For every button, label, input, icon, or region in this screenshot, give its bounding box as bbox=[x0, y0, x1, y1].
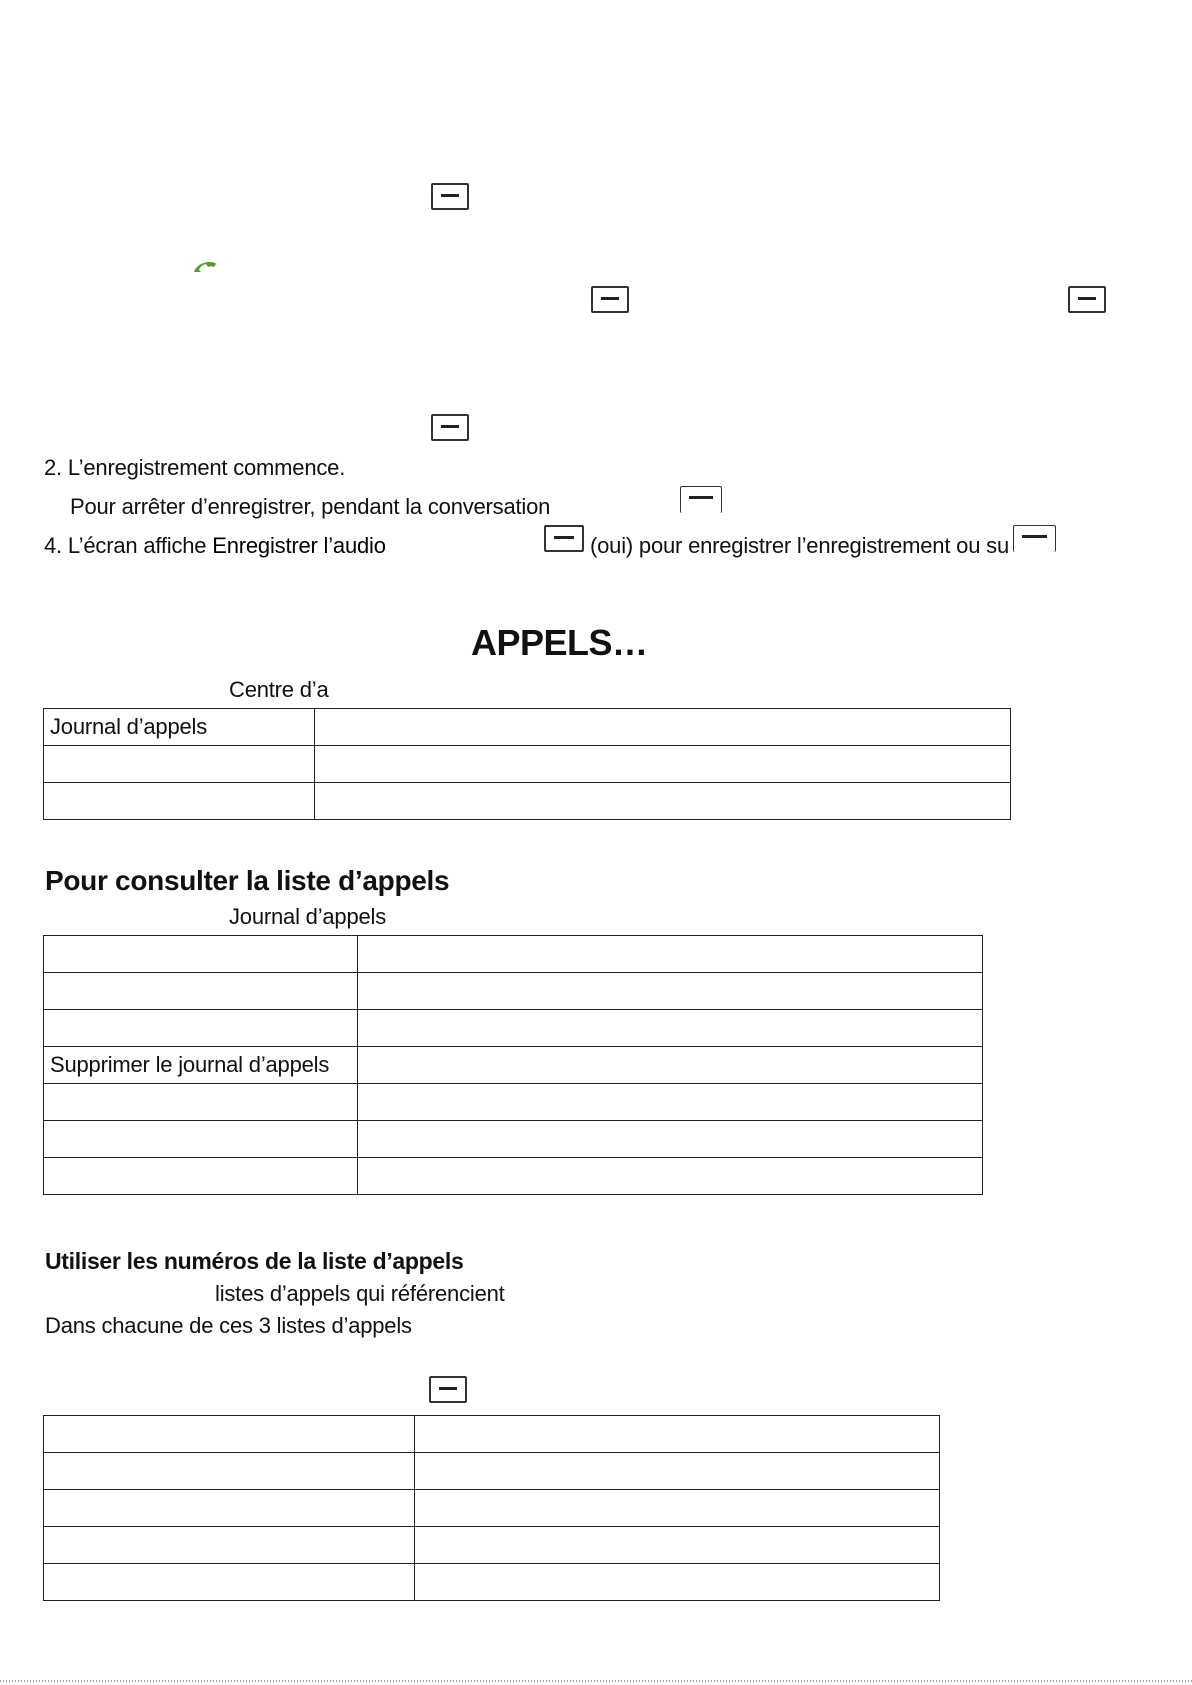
table-cell bbox=[358, 1121, 983, 1158]
table-cell bbox=[358, 1158, 983, 1195]
table-row bbox=[44, 1527, 940, 1564]
table-row bbox=[44, 1453, 940, 1490]
table-cell bbox=[44, 783, 315, 820]
table-row bbox=[44, 746, 1011, 783]
table-cell bbox=[415, 1527, 940, 1564]
call-center-table bbox=[43, 708, 1011, 820]
step4-text bbox=[44, 533, 386, 559]
table-cell bbox=[358, 973, 983, 1010]
page-title: APPELS… bbox=[471, 622, 648, 663]
table-cell: Journal d’appels bbox=[44, 709, 315, 746]
table-cell: Supprimer le journal d’appels bbox=[44, 1047, 358, 1084]
table-cell bbox=[358, 1047, 983, 1084]
table-cell bbox=[315, 746, 1011, 783]
use-numbers-line2: Dans chacune de ces 3 listes d’appels bbox=[45, 1313, 412, 1338]
softkey-icon bbox=[1068, 286, 1106, 313]
table-cell bbox=[44, 1453, 415, 1490]
softkey-icon bbox=[680, 486, 722, 513]
table-row bbox=[44, 1158, 983, 1195]
step4-suffix: (oui) pour enregistrer l’enregistrement ou su bbox=[590, 533, 1009, 558]
table-cell bbox=[44, 1084, 358, 1121]
table-cell bbox=[44, 973, 358, 1010]
softkey-icon bbox=[429, 1376, 467, 1403]
table-cell bbox=[358, 1010, 983, 1047]
softkey-icon bbox=[431, 183, 469, 210]
table-row bbox=[44, 936, 983, 973]
softkey-icon bbox=[431, 414, 469, 441]
use-numbers-line1: listes d’appels qui référencient bbox=[215, 1281, 505, 1306]
table-row bbox=[44, 973, 983, 1010]
step2-text: 2. L’enregistrement commence. bbox=[44, 455, 346, 480]
table-cell bbox=[358, 936, 983, 973]
table-cell bbox=[44, 1416, 415, 1453]
table-row bbox=[44, 1490, 940, 1527]
call-center-label: Centre d’a bbox=[229, 677, 329, 702]
table-cell bbox=[44, 1158, 358, 1195]
table-cell bbox=[44, 936, 358, 973]
table-cell bbox=[44, 746, 315, 783]
table-cell bbox=[415, 1453, 940, 1490]
table-cell bbox=[358, 1084, 983, 1121]
use-numbers-heading: Utiliser les numéros de la liste d’appels bbox=[45, 1248, 464, 1274]
step4-prefix: 4. L’écran affiche bbox=[44, 533, 213, 558]
table-cell bbox=[44, 1121, 358, 1158]
table-cell bbox=[415, 1490, 940, 1527]
softkey-icon bbox=[1013, 525, 1056, 552]
table-row bbox=[44, 709, 1011, 746]
list-actions-table bbox=[43, 1415, 940, 1601]
table-cell bbox=[44, 1527, 415, 1564]
table-cell bbox=[44, 1010, 358, 1047]
softkey-icon bbox=[544, 525, 584, 552]
table-cell bbox=[415, 1416, 940, 1453]
softkey-icon bbox=[591, 286, 629, 313]
green-handset-icon bbox=[192, 258, 218, 276]
table-row bbox=[44, 1084, 983, 1121]
table-cell bbox=[44, 1564, 415, 1601]
table-row bbox=[44, 1416, 940, 1453]
table-row bbox=[44, 1121, 983, 1158]
step4-bold: Enregistrer l’audio bbox=[212, 533, 386, 558]
table-row bbox=[44, 1564, 940, 1601]
table-cell bbox=[415, 1564, 940, 1601]
table-cell bbox=[44, 1490, 415, 1527]
consult-sub: Journal d’appels bbox=[229, 904, 387, 929]
table-row bbox=[44, 1010, 983, 1047]
consult-heading: Pour consulter la liste d’appels bbox=[45, 865, 450, 896]
table-cell bbox=[315, 783, 1011, 820]
table-row bbox=[44, 1047, 983, 1084]
stop-recording-text: Pour arrêter d’enregistrer, pendant la conversation bbox=[70, 494, 551, 519]
table-row bbox=[44, 783, 1011, 820]
page-edge-divider bbox=[0, 1680, 1192, 1682]
table-cell bbox=[315, 709, 1011, 746]
call-log-table bbox=[43, 935, 983, 1195]
